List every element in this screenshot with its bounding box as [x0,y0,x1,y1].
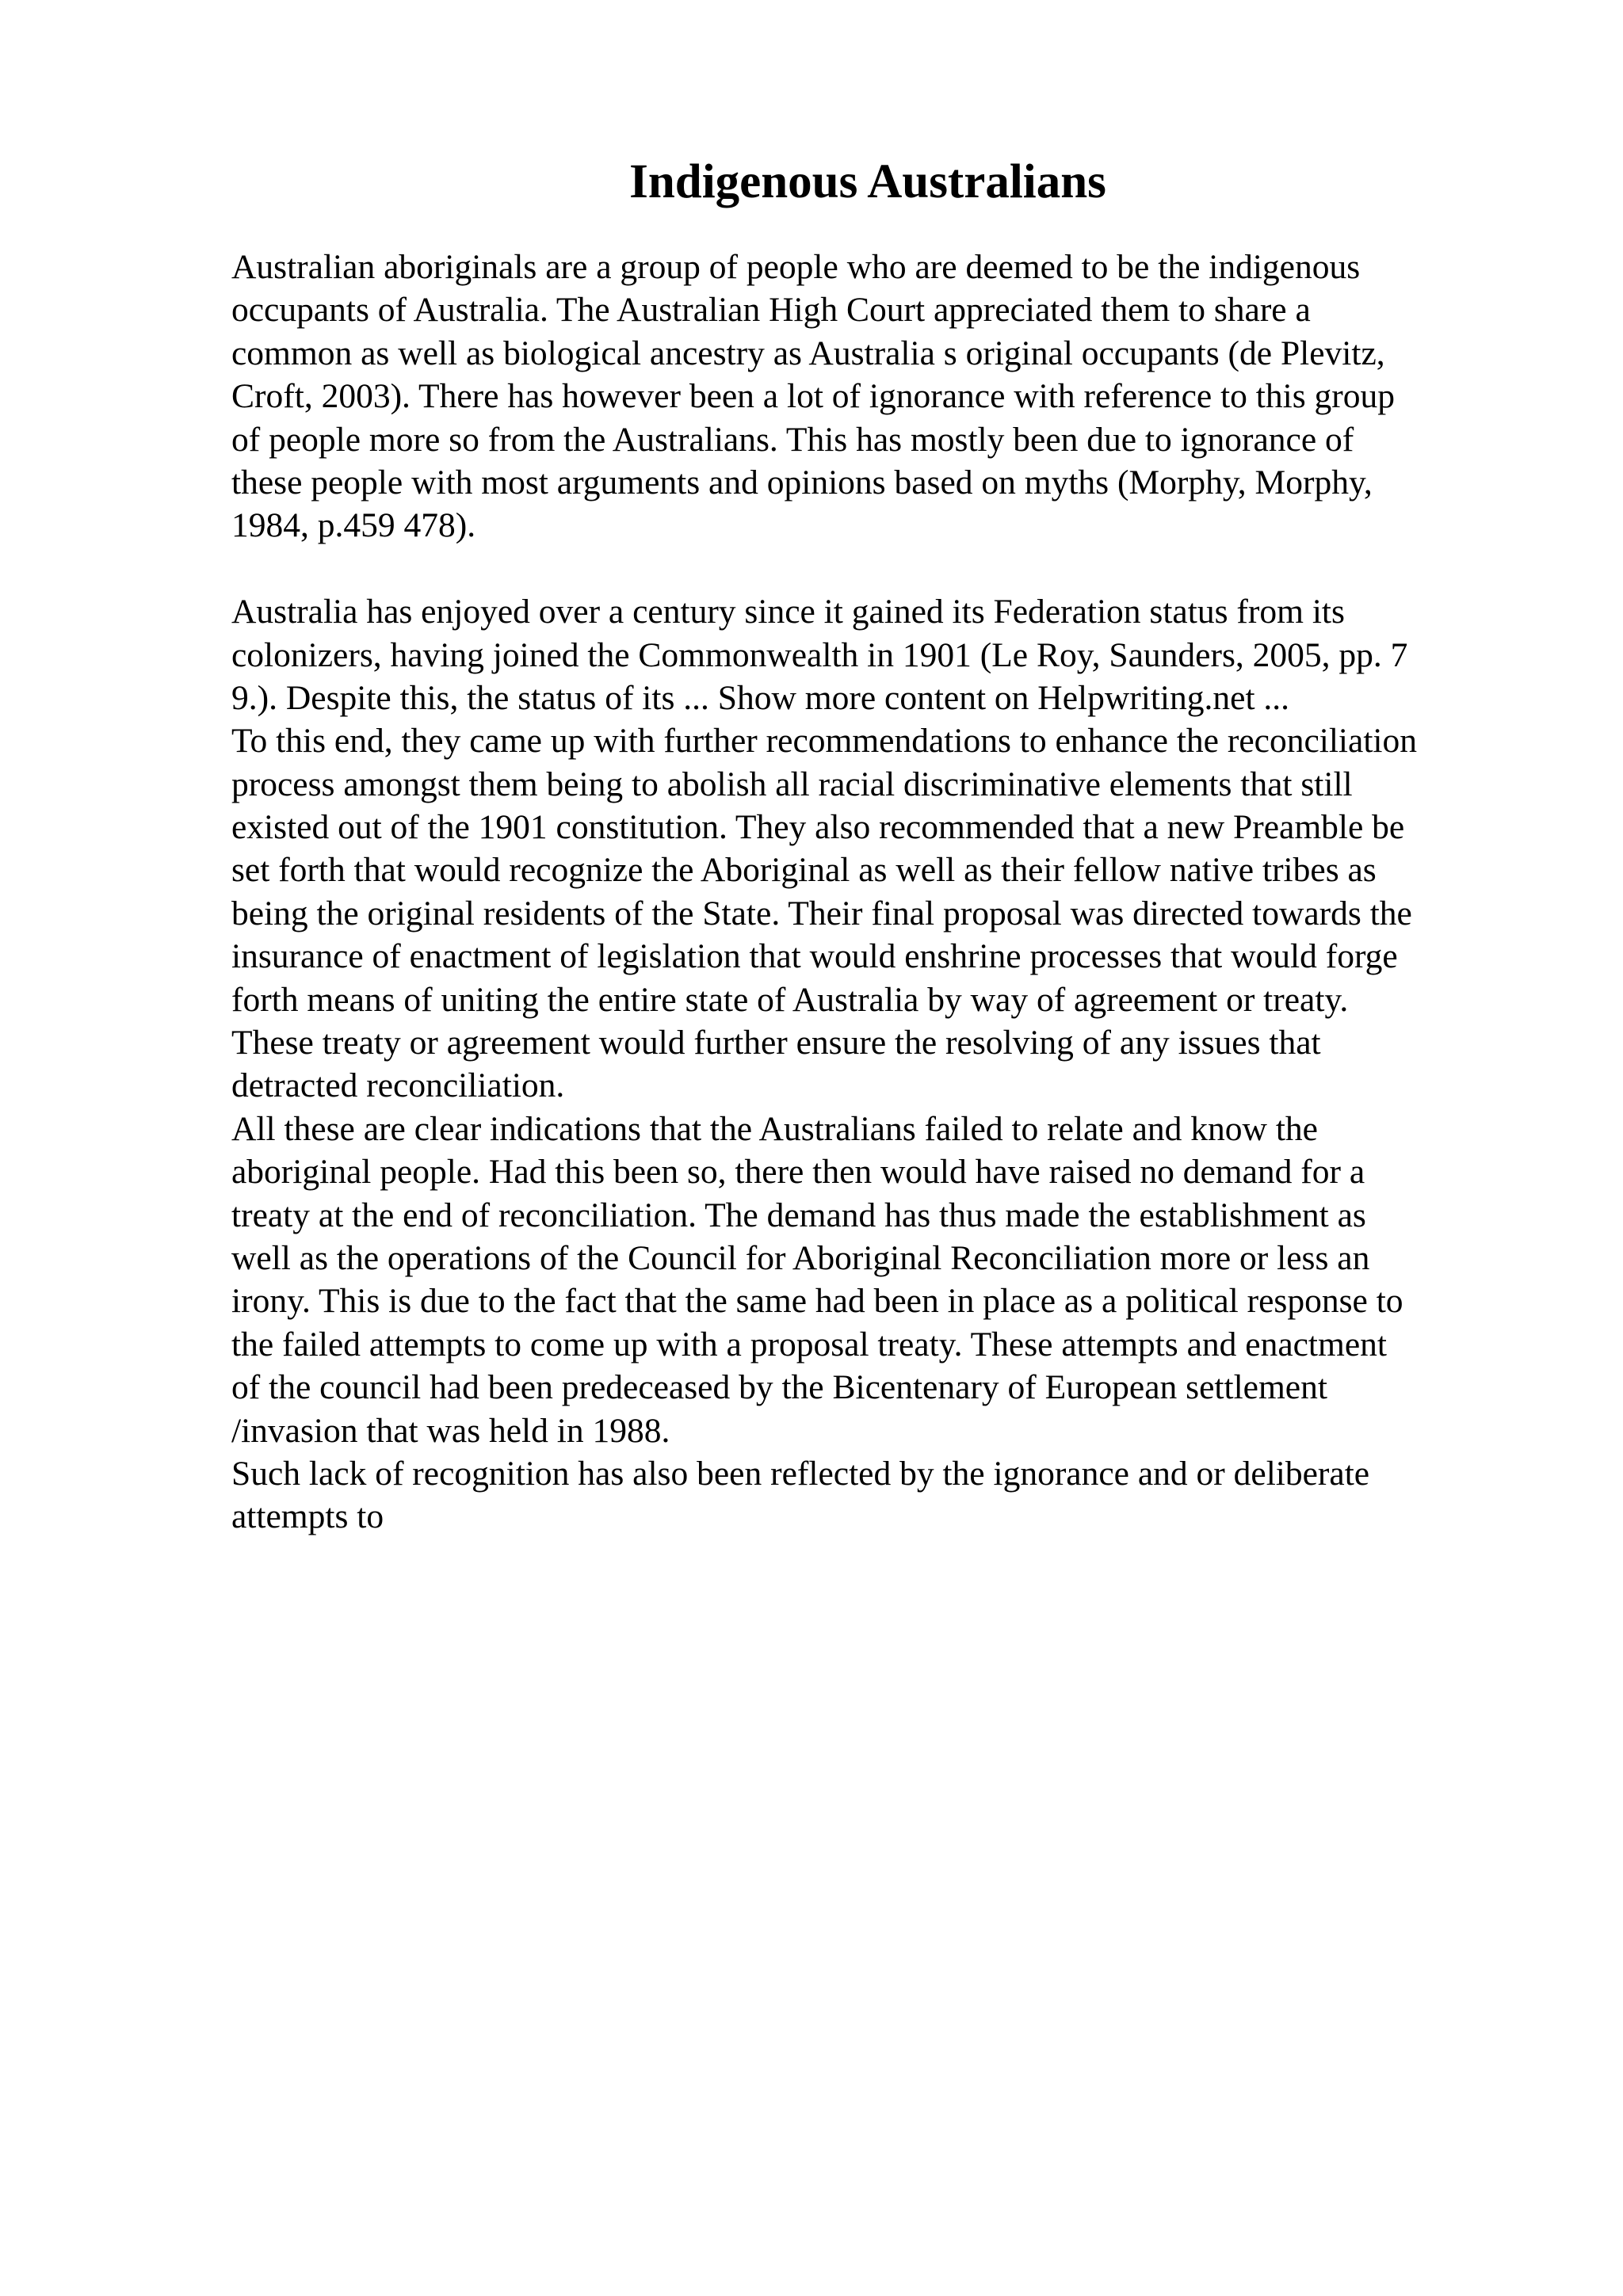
text-line: the failed attempts to come up with a proposal treaty. These attempts and enactment [231,1325,1387,1363]
text-line: detracted reconciliation. [231,1066,565,1105]
text-line: existed out of the 1901 constitution. They also recommended that a new Preamble be [231,808,1405,847]
text-line: Australian aboriginals are a group of people who are deemed to be the indigenous [231,248,1361,286]
text-line: colonizers, having joined the Commonwealth in 1901 (Le Roy, Saunders, 2005, pp. 7 [231,635,1408,674]
paragraph-2 [231,590,1515,1539]
text-line: process amongst them being to abolish all racial discriminative elements that still [231,765,1353,803]
text-line: To this end, they came up with further recommendations to enhance the reconciliation [231,722,1417,761]
document-body [231,246,1515,1539]
text-line: Such lack of recognition has also been reflected by the ignorance and or deliberate [231,1454,1370,1493]
text-line: set forth that would recognize the Aboriginal as well as their fellow native tribes as [231,851,1377,890]
text-line: common as well as biological ancestry as Australia s original occupants (de Plevitz, [231,334,1385,372]
text-line: being the original residents of the State. Their final proposal was directed towards the [231,894,1412,933]
text-line: These treaty or agreement would further ensure the resolving of any issues that [231,1024,1321,1062]
paragraph-1 [231,246,1515,547]
paragraph-spacer [231,547,1515,590]
text-line: Croft, 2003). There has however been a lot of ignorance with reference to this group [231,377,1396,416]
text-line: occupants of Australia. The Australian High Court appreciated them to share a [231,291,1311,330]
text-line: All these are clear indications that the Australians failed to relate and know the [231,1109,1318,1148]
text-line: 9.). Despite this, the status of its ... Show more content on Helpwriting.net ... [231,678,1290,717]
text-line: of people more so from the Australians. This has mostly been due to ignorance of [231,420,1354,459]
text-line: 1984, p.459 478). [231,506,476,545]
text-line: aboriginal people. Had this been so, there then would have raised no demand for a [231,1153,1365,1192]
text-line: Australia has enjoyed over a century since it gained its Federation status from its [231,593,1345,631]
text-line: irony. This is due to the fact that the same had been in place as a political response to [231,1282,1403,1321]
text-line: insurance of enactment of legislation that would enshrine processes that would forge [231,937,1398,976]
text-line: forth means of uniting the entire state of Australia by way of agreement or treaty. [231,980,1349,1019]
text-line: of the council had been predeceased by the Bicentenary of European settlement [231,1368,1327,1407]
text-line: these people with most arguments and opinions based on myths (Morphy, Morphy, [231,463,1373,502]
document-title: Indigenous Australians [629,155,1106,208]
text-line: treaty at the end of reconciliation. The demand has thus made the establishment as [231,1196,1366,1234]
text-line: /invasion that was held in 1988. [231,1411,670,1450]
text-line: attempts to [231,1497,384,1536]
text-line: well as the operations of the Council for Aboriginal Reconciliation more or less an [231,1238,1370,1277]
